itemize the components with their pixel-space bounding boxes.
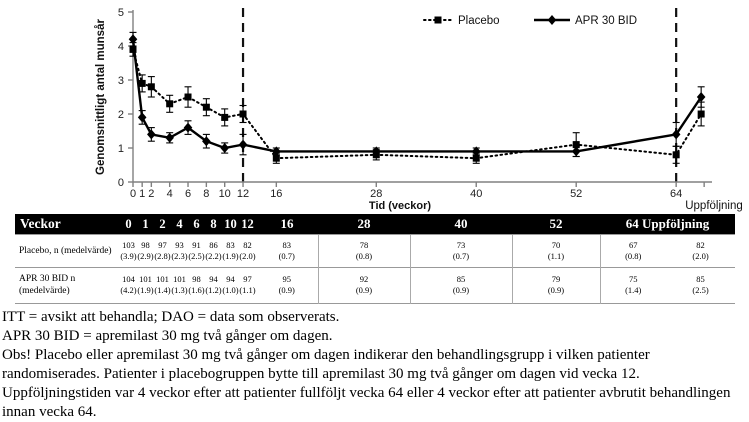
table-cell [222, 235, 239, 268]
cell-mean: (2.5) [188, 251, 205, 262]
x-tick-label: 16 [270, 188, 283, 200]
legend-apr-label: APR 30 BID [575, 15, 637, 27]
square-marker [185, 94, 192, 101]
series-line [133, 39, 701, 151]
cell-mean: (2.0) [692, 251, 709, 262]
cell-mean: (1.4) [154, 285, 171, 296]
legend-placebo-label: Placebo [458, 15, 500, 27]
table-cell [205, 268, 222, 304]
cell-mean: (1.6) [188, 285, 205, 296]
table-cell [410, 268, 512, 304]
cell-mean: (1.1) [547, 251, 565, 262]
x-tick-label: 4 [166, 188, 173, 200]
cell-n: 86 [209, 240, 218, 250]
table-cell [256, 235, 318, 268]
square-marker [203, 104, 210, 111]
x-tick-label: 10 [218, 188, 231, 200]
cell-n: 83 [282, 240, 291, 250]
cell-mean: (0.7) [452, 251, 470, 262]
x-tick-label: 12 [236, 188, 250, 200]
table-cell [666, 268, 735, 304]
table-cell [188, 235, 205, 268]
cell-n: 95 [282, 274, 291, 285]
table-cell [120, 235, 137, 268]
cell-mean: (0.9) [547, 285, 565, 296]
cell-n: 103 [122, 240, 135, 250]
cell-n: 101 [173, 274, 186, 285]
y-tick-label: 4 [117, 41, 124, 53]
week-header-40: 40 [410, 214, 512, 235]
cell-mean: (0.8) [355, 251, 373, 262]
footnotes [2, 308, 744, 422]
diamond-marker [239, 140, 248, 150]
cell-mean: (1.9) [222, 251, 239, 262]
cell-n: 101 [156, 274, 169, 285]
cell-n: 79 [551, 274, 561, 285]
cell-n: 97 [158, 240, 167, 250]
cell-mean: (2.2) [205, 251, 222, 262]
cell-n: 67 [629, 240, 638, 250]
square-marker [673, 151, 680, 158]
cell-mean: (1.9) [137, 285, 154, 296]
footnote-followup: Uppföljningstiden var 4 veckor efter att patienter fullföljt vecka 64 eller 4 veckor efter att patienter avbrutit behandlingen innan vecka 64. [2, 384, 731, 420]
table-corner-label: Veckor [15, 214, 120, 235]
table-cell [256, 268, 318, 304]
table-cell [205, 235, 222, 268]
square-marker [435, 17, 442, 24]
series-line [133, 49, 701, 158]
cell-n: 98 [141, 240, 150, 250]
followup-axis-label: Uppföljning [685, 200, 743, 212]
table-cell [171, 268, 188, 304]
cell-mean: (2.0) [239, 251, 256, 262]
footnote-itt-dao: ITT = avsikt att behandla; DAO = data som observerats. [2, 308, 340, 325]
week-header-16: 16 [256, 214, 318, 235]
cell-n: 85 [696, 274, 705, 285]
row-label: APR 30 BID n (medelvärde) [15, 268, 120, 304]
cell-mean: (1.2) [205, 285, 222, 296]
square-marker [221, 114, 228, 121]
week-header-12: 12 [239, 214, 256, 235]
x-tick-label: 64 [670, 188, 683, 200]
cell-n: 73 [456, 240, 466, 250]
x-tick-label: 8 [203, 188, 210, 200]
cell-n: 101 [139, 274, 152, 285]
x-tick-label: 2 [148, 188, 155, 200]
square-marker [139, 80, 146, 87]
cell-n: 98 [192, 274, 201, 285]
table-row [15, 268, 735, 304]
table-cell [410, 235, 512, 268]
table-cell [666, 235, 735, 268]
dashed-reference-lines [243, 8, 676, 182]
table-cell [188, 268, 205, 304]
y-tick-label: 2 [117, 109, 124, 121]
x-tick-label: 40 [470, 188, 483, 200]
cell-n: 97 [243, 274, 252, 285]
x-tick-label: 6 [184, 188, 192, 200]
cell-n: 82 [243, 240, 252, 250]
y-tick-label: 1 [117, 143, 124, 155]
cell-mean: (2.3) [171, 251, 188, 262]
table-cell [600, 268, 666, 304]
cell-n: 83 [226, 240, 235, 250]
cell-mean: (2.8) [154, 251, 171, 262]
week-header-0: 0 [120, 214, 137, 235]
cell-mean: (4.2) [120, 285, 137, 296]
cell-mean: (0.8) [625, 251, 642, 262]
table-cell [154, 235, 171, 268]
square-marker [240, 111, 247, 118]
x-tick-label: 1 [139, 188, 146, 200]
cell-mean: (1.3) [171, 285, 188, 296]
week-header-4: 4 [171, 214, 188, 235]
cell-n: 70 [551, 240, 561, 250]
cell-mean: (0.9) [452, 285, 470, 296]
square-marker [698, 111, 705, 118]
week-header-6: 6 [188, 214, 205, 235]
cell-n: 93 [175, 240, 184, 250]
table-cell [318, 235, 410, 268]
cell-mean: (0.9) [355, 285, 373, 296]
week-header-28: 28 [318, 214, 410, 235]
table-cell [171, 235, 188, 268]
table-cell [318, 268, 410, 304]
square-marker [148, 83, 155, 90]
diamond-marker [165, 133, 174, 143]
table-cell [512, 268, 600, 304]
y-tick-label: 5 [117, 7, 124, 19]
week-header-2: 2 [154, 214, 171, 235]
cell-n: 91 [192, 240, 201, 250]
table-cell [239, 268, 256, 304]
x-tick-label: 52 [570, 188, 583, 200]
cell-n: 75 [629, 274, 638, 285]
week-header-10: 10 [222, 214, 239, 235]
table-cell [137, 235, 154, 268]
x-tick-label: 0 [129, 188, 137, 200]
cell-mean: (0.7) [278, 251, 295, 262]
x-tick-label: 28 [370, 188, 383, 200]
row-label: Placebo, n (medelvärde) [15, 235, 120, 268]
y-tick-label: 3 [117, 75, 124, 87]
cell-mean: (2.9) [137, 251, 154, 262]
cell-n: 92 [359, 274, 369, 285]
weeks-data-table [15, 214, 735, 304]
square-marker [166, 100, 173, 107]
axes [95, 7, 743, 212]
diamond-marker [548, 15, 557, 25]
cell-n: 104 [122, 274, 135, 285]
y-tick-label: 0 [117, 177, 124, 189]
series-apr-30-bid [129, 32, 706, 156]
table-header-row [15, 214, 735, 235]
diamond-marker [220, 143, 229, 153]
y-axis-title: Genomsnittligt antal munsår [95, 19, 107, 175]
week-header-1: 1 [137, 214, 154, 235]
cell-mean: (3.9) [120, 251, 137, 262]
table-cell [137, 268, 154, 304]
cell-mean: (2.5) [692, 285, 709, 296]
week-header-52: 52 [512, 214, 600, 235]
footnote-apr-definition: APR 30 BID = apremilast 30 mg två gånger om dagen. [2, 327, 333, 344]
cell-n: 85 [456, 274, 466, 285]
table-cell [222, 268, 239, 304]
footnote-obs: Obs! Placebo eller apremilast 30 mg två gånger om dagen indikerar den behandlingsgrupp i vilken patienter randomiserades. Patienter i placebogruppen bytte till apremilast 30 mg två gånger om dagen vid vecka 12. [2, 346, 650, 382]
cell-mean: (1.4) [625, 285, 642, 296]
table-cell [239, 235, 256, 268]
legend [424, 15, 637, 27]
cell-mean: (1.0) [222, 285, 239, 296]
cell-n: 94 [209, 274, 218, 285]
table-cell [512, 235, 600, 268]
week-header-64-uppfoljning: 64 Uppföljning [600, 214, 735, 235]
week-header-8: 8 [205, 214, 222, 235]
table-cell [120, 268, 137, 304]
table-cell [154, 268, 171, 304]
cell-mean: (1.1) [239, 285, 256, 296]
cell-n: 82 [696, 240, 705, 250]
cell-n: 78 [359, 240, 369, 250]
x-axis-title: Tid (veckor) [368, 200, 432, 212]
cell-n: 94 [226, 274, 235, 285]
cell-mean: (0.9) [278, 285, 295, 296]
table-cell [600, 235, 666, 268]
table-row [15, 235, 735, 268]
